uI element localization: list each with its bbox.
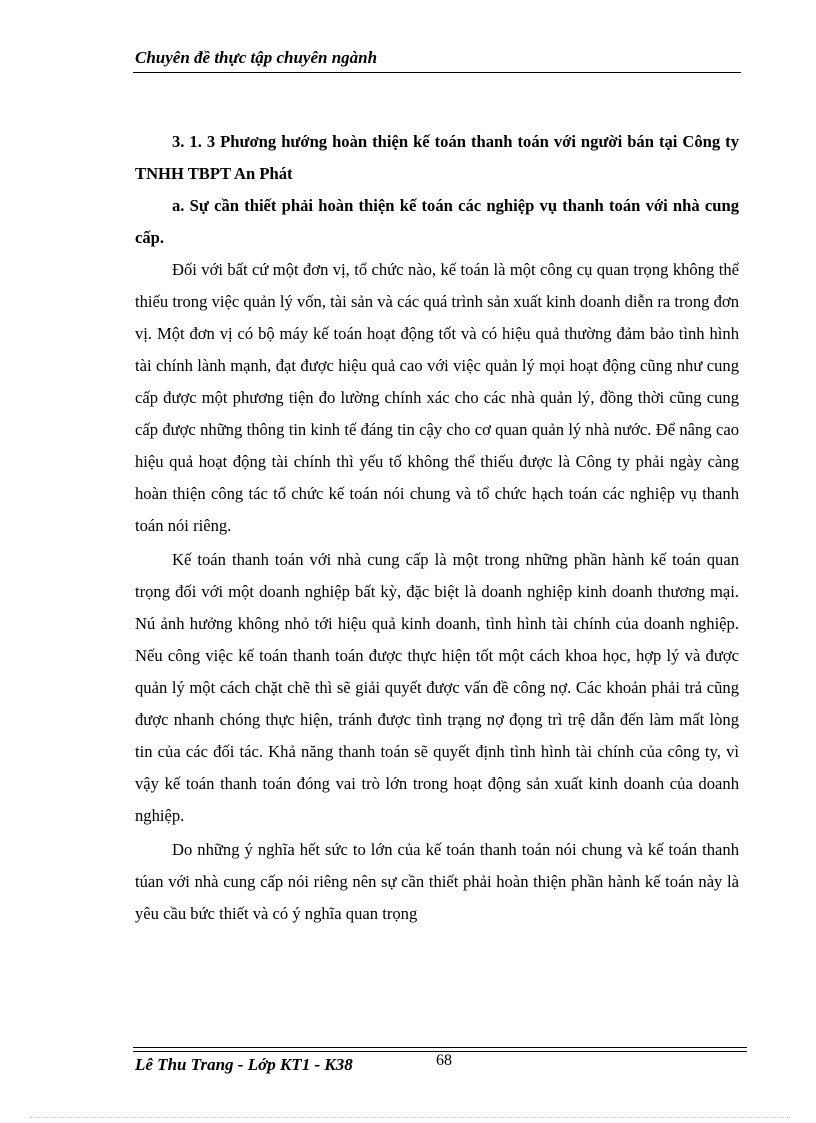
page-body	[135, 126, 739, 930]
page-bottom-border	[30, 1117, 790, 1118]
section-subheading: a. Sự cần thiết phải hoàn thiện kế toán các nghiệp vụ thanh toán với nhà cung cấp.	[135, 196, 739, 247]
body-paragraph-2: Kế toán thanh toán với nhà cung cấp là một trong những phần hành kế toán quan trọng đối với một doanh nghiệp bất kỳ, đặc biệt là doanh nghiệp kinh doanh thương mại. Nú ảnh hưởng không nhỏ tới hiệu quả kinh doanh, tình hình tài chính của doanh nghiệp. Nếu công việc kế toán thanh toán được thực hiện tốt một cách khoa học, hợp lý và được quản lý một cách chặt chẽ thì sẽ giải quyết được vấn đề công nợ. Các khoản phải trả cũng được nhanh chóng thực hiện, tránh được tình trạng nợ đọng trì trệ dẫn đến làm mất lòng tin của các đối tác. Khả năng thanh toán sẽ quyết định tình hình tài chính của công ty, vì vậy kế toán thanh toán đóng vai trò lớn trong hoạt động sản xuất kinh doanh của doanh nghiệp.	[135, 550, 739, 825]
section-heading: 3. 1. 3 Phương hướng hoàn thiện kế toán thanh toán với người bán tại Công ty TNHH TBPT An Phát	[135, 132, 739, 183]
header-divider	[133, 72, 741, 73]
running-header-title: Chuyên đề thực tập chuyên ngành	[135, 48, 378, 67]
body-paragraph-3: Do những ý nghĩa hết sức to lớn của kế toán thanh toán nói chung và kế toán thanh túan với nhà cung cấp nói riêng nên sự cần thiết phải hoàn thiện phần hành kế toán này là yêu cầu bức thiết và có ý nghĩa quan trọng	[135, 840, 739, 923]
body-paragraph-1: Đối với bất cứ một đơn vị, tổ chức nào, kế toán là một công cụ quan trọng không thể thiếu trong việc quản lý vốn, tài sản và các quá trình sản xuất kinh doanh diễn ra trong đơn vị. Một đơn vị có bộ máy kế toán hoạt động tốt và có hiệu quả thường đảm bảo tình hình tài chính lành mạnh, đạt được hiệu quả cao với việc quản lý mọi hoạt động cũng như cung cấp được một phương tiện đo lường chính xác cho các nhà quản lý, đồng thời cũng cung cấp được những thông tin kinh tế đáng tin cậy cho cơ quan quản lý nhà nước. Để nâng cao hiệu quả hoạt động tài chính thì yếu tố không thể thiếu được là Công ty phải ngày càng hoàn thiện công tác tổ chức kế toán nói chung và tổ chức hạch toán các nghiệp vụ thanh toán nói riêng.	[135, 260, 739, 535]
footer-author: Lê Thu Trang - Lớp KT1 - K38	[135, 1055, 353, 1074]
page-number: 68	[436, 1052, 452, 1069]
